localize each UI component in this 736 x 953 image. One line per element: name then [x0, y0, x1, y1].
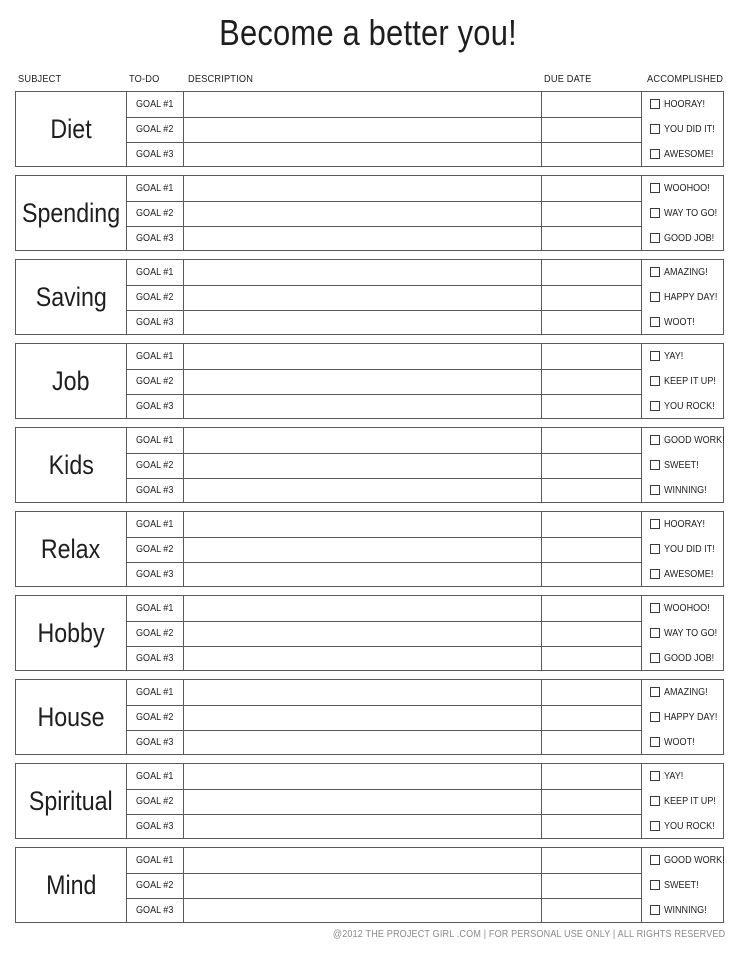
goal-label: GOAL #3: [135, 400, 174, 412]
checkbox[interactable]: [650, 796, 660, 806]
accomplished-item[interactable]: [650, 537, 723, 561]
goal-label: GOAL #1: [135, 602, 174, 614]
goal-label: GOAL #3: [135, 820, 174, 832]
accomplished-label: WOOHOO!: [664, 182, 710, 194]
section-house: [15, 679, 724, 755]
row-divider: [126, 705, 641, 706]
checkbox[interactable]: [650, 292, 660, 302]
row-divider: [126, 226, 641, 227]
checkbox[interactable]: [650, 880, 660, 890]
accomplished-item[interactable]: [650, 394, 723, 418]
accomplished-item[interactable]: [650, 898, 714, 922]
header-accomplished: ACCOMPLISHED: [647, 73, 724, 85]
column-divider: [183, 848, 184, 922]
accomplished-label: WAY TO GO!: [664, 627, 718, 639]
row-divider: [126, 478, 641, 479]
column-divider: [541, 344, 542, 418]
accomplished-label: HOORAY!: [664, 518, 705, 530]
row-divider: [126, 537, 641, 538]
checkbox[interactable]: [650, 351, 660, 361]
accomplished-label: AWESOME!: [664, 148, 714, 160]
accomplished-label: WINNING!: [664, 904, 707, 916]
row-divider: [126, 873, 641, 874]
column-divider: [641, 176, 642, 250]
goal-label: GOAL #2: [135, 879, 174, 891]
accomplished-label: GOOD WORK!: [664, 854, 725, 866]
row-divider: [126, 730, 641, 731]
column-divider: [183, 344, 184, 418]
accomplished-label: SWEET!: [664, 879, 699, 891]
accomplished-item[interactable]: [650, 621, 726, 645]
checkbox[interactable]: [650, 544, 660, 554]
checkbox[interactable]: [650, 712, 660, 722]
goal-label: GOAL #2: [135, 375, 174, 387]
column-divider: [641, 848, 642, 922]
goal-label: GOAL #1: [135, 182, 174, 194]
accomplished-item[interactable]: [650, 453, 704, 477]
checkbox[interactable]: [650, 905, 660, 915]
accomplished-label: SWEET!: [664, 459, 699, 471]
row-divider: [126, 789, 641, 790]
accomplished-label: GOOD JOB!: [664, 232, 715, 244]
column-divider: [541, 92, 542, 166]
checkbox[interactable]: [650, 603, 660, 613]
goal-label: GOAL #3: [135, 652, 174, 664]
column-divider: [183, 680, 184, 754]
header-subject: SUBJECT: [18, 73, 62, 85]
row-divider: [126, 310, 641, 311]
goal-label: GOAL #1: [135, 434, 174, 446]
row-divider: [126, 621, 641, 622]
subject-label: Spiritual: [16, 764, 127, 838]
checkbox[interactable]: [650, 401, 660, 411]
accomplished-label: WOOHOO!: [664, 602, 710, 614]
row-divider: [126, 898, 641, 899]
goal-label: GOAL #3: [135, 148, 174, 160]
row-divider: [126, 369, 641, 370]
accomplished-label: HAPPY DAY!: [664, 291, 718, 303]
column-divider: [641, 512, 642, 586]
accomplished-label: HOORAY!: [664, 98, 705, 110]
goal-label: GOAL #3: [135, 904, 174, 916]
accomplished-item[interactable]: [650, 705, 726, 729]
column-divider: [641, 260, 642, 334]
column-divider: [183, 764, 184, 838]
goal-label: GOAL #3: [135, 232, 174, 244]
checkbox[interactable]: [650, 208, 660, 218]
column-divider: [541, 260, 542, 334]
accomplished-label: GOOD JOB!: [664, 652, 715, 664]
row-divider: [126, 562, 641, 563]
accomplished-label: AMAZING!: [664, 266, 708, 278]
checkbox[interactable]: [650, 485, 660, 495]
accomplished-item[interactable]: [650, 562, 721, 586]
column-divider: [183, 596, 184, 670]
goal-label: GOAL #3: [135, 316, 174, 328]
section-hobby: [15, 595, 724, 671]
accomplished-label: YOU DID IT!: [664, 543, 715, 555]
section-saving: [15, 259, 724, 335]
footer-copyright: @2012 THE PROJECT GIRL .COM | FOR PERSONAL USE ONLY | ALL RIGHTS RESERVED: [332, 928, 725, 940]
accomplished-label: YOU ROCK!: [664, 400, 715, 412]
goal-label: GOAL #1: [135, 854, 174, 866]
column-divider: [641, 596, 642, 670]
accomplished-label: WOOT!: [664, 736, 695, 748]
checkbox[interactable]: [650, 569, 660, 579]
checkbox[interactable]: [650, 183, 660, 193]
accomplished-item[interactable]: [650, 310, 700, 334]
checkbox[interactable]: [650, 519, 660, 529]
subject-label: Hobby: [16, 596, 127, 670]
accomplished-label: WAY TO GO!: [664, 207, 718, 219]
row-divider: [126, 394, 641, 395]
goal-label: GOAL #1: [135, 350, 174, 362]
accomplished-label: GOOD WORK!: [664, 434, 725, 446]
column-divider: [641, 764, 642, 838]
accomplished-item[interactable]: [650, 680, 715, 704]
column-divider: [641, 428, 642, 502]
header-description: DESCRIPTION: [188, 73, 254, 85]
accomplished-label: HAPPY DAY!: [664, 711, 718, 723]
column-divider: [183, 92, 184, 166]
accomplished-item[interactable]: [650, 730, 700, 754]
goal-label: GOAL #3: [135, 568, 174, 580]
goal-label: GOAL #2: [135, 123, 174, 135]
checkbox[interactable]: [650, 435, 660, 445]
checkbox[interactable]: [650, 737, 660, 747]
row-divider: [126, 814, 641, 815]
column-divider: [183, 428, 184, 502]
checkbox[interactable]: [650, 821, 660, 831]
checkbox[interactable]: [650, 99, 660, 109]
accomplished-item[interactable]: [650, 176, 717, 200]
accomplished-label: YAY!: [664, 350, 684, 362]
accomplished-label: YAY!: [664, 770, 684, 782]
row-divider: [126, 646, 641, 647]
column-divider: [541, 680, 542, 754]
column-divider: [541, 428, 542, 502]
goal-label: GOAL #1: [135, 266, 174, 278]
goal-label: GOAL #2: [135, 207, 174, 219]
accomplished-item[interactable]: [650, 428, 735, 452]
column-divider: [641, 344, 642, 418]
column-divider: [541, 764, 542, 838]
header-due-date: DUE DATE: [544, 73, 592, 85]
goal-label: GOAL #2: [135, 711, 174, 723]
checkbox[interactable]: [650, 267, 660, 277]
accomplished-label: KEEP IT UP!: [664, 795, 716, 807]
column-divider: [641, 680, 642, 754]
accomplished-item[interactable]: [650, 873, 704, 897]
section-spending: [15, 175, 724, 251]
accomplished-label: YOU DID IT!: [664, 123, 715, 135]
header-todo: TO-DO: [129, 73, 160, 85]
subject-label: Diet: [16, 92, 127, 166]
accomplished-item[interactable]: [650, 226, 722, 250]
accomplished-item[interactable]: [650, 142, 721, 166]
column-divider: [541, 512, 542, 586]
row-divider: [126, 117, 641, 118]
checkbox[interactable]: [650, 653, 660, 663]
goal-label: GOAL #3: [135, 484, 174, 496]
accomplished-item[interactable]: [650, 117, 723, 141]
accomplished-item[interactable]: [650, 512, 712, 536]
goal-label: GOAL #1: [135, 518, 174, 530]
accomplished-item[interactable]: [650, 285, 726, 309]
accomplished-item[interactable]: [650, 201, 726, 225]
column-divider: [641, 92, 642, 166]
checkbox[interactable]: [650, 149, 660, 159]
goal-label: GOAL #1: [135, 98, 174, 110]
subject-label: Job: [16, 344, 127, 418]
accomplished-label: WOOT!: [664, 316, 695, 328]
checkbox[interactable]: [650, 771, 660, 781]
checkbox[interactable]: [650, 376, 660, 386]
accomplished-item[interactable]: [650, 848, 735, 872]
goal-label: GOAL #2: [135, 291, 174, 303]
accomplished-item[interactable]: [650, 814, 723, 838]
accomplished-item[interactable]: [650, 646, 722, 670]
accomplished-item[interactable]: [650, 478, 714, 502]
accomplished-item[interactable]: [650, 596, 717, 620]
section-diet: [15, 91, 724, 167]
accomplished-item[interactable]: [650, 764, 686, 788]
column-divider: [541, 176, 542, 250]
row-divider: [126, 453, 641, 454]
accomplished-label: AWESOME!: [664, 568, 714, 580]
subject-label: Saving: [16, 260, 127, 334]
column-divider: [541, 848, 542, 922]
checkbox[interactable]: [650, 855, 660, 865]
column-divider: [183, 512, 184, 586]
checkbox[interactable]: [650, 687, 660, 697]
checkbox[interactable]: [650, 233, 660, 243]
subject-label: Kids: [16, 428, 127, 502]
column-divider: [183, 176, 184, 250]
row-divider: [126, 285, 641, 286]
subject-label: Relax: [16, 512, 127, 586]
checkbox[interactable]: [650, 628, 660, 638]
accomplished-item[interactable]: [650, 344, 686, 368]
accomplished-item[interactable]: [650, 789, 724, 813]
subject-label: Mind: [16, 848, 127, 922]
accomplished-item[interactable]: [650, 92, 712, 116]
subject-label: House: [16, 680, 127, 754]
accomplished-item[interactable]: [650, 260, 715, 284]
section-spiritual: [15, 763, 724, 839]
accomplished-label: WINNING!: [664, 484, 707, 496]
row-divider: [126, 201, 641, 202]
accomplished-label: YOU ROCK!: [664, 820, 715, 832]
checkbox[interactable]: [650, 317, 660, 327]
subject-label: Spending: [16, 176, 127, 250]
section-kids: [15, 427, 724, 503]
row-divider: [126, 142, 641, 143]
checkbox[interactable]: [650, 460, 660, 470]
goal-label: GOAL #2: [135, 795, 174, 807]
goal-label: GOAL #1: [135, 686, 174, 698]
goal-label: GOAL #2: [135, 459, 174, 471]
section-job: [15, 343, 724, 419]
accomplished-label: KEEP IT UP!: [664, 375, 716, 387]
goal-label: GOAL #2: [135, 543, 174, 555]
goal-label: GOAL #2: [135, 627, 174, 639]
section-mind: [15, 847, 724, 923]
goal-label: GOAL #3: [135, 736, 174, 748]
goal-label: GOAL #1: [135, 770, 174, 782]
column-divider: [183, 260, 184, 334]
checkbox[interactable]: [650, 124, 660, 134]
accomplished-label: AMAZING!: [664, 686, 708, 698]
page-title: Become a better you!: [219, 12, 517, 53]
column-divider: [541, 596, 542, 670]
accomplished-item[interactable]: [650, 369, 724, 393]
section-relax: [15, 511, 724, 587]
